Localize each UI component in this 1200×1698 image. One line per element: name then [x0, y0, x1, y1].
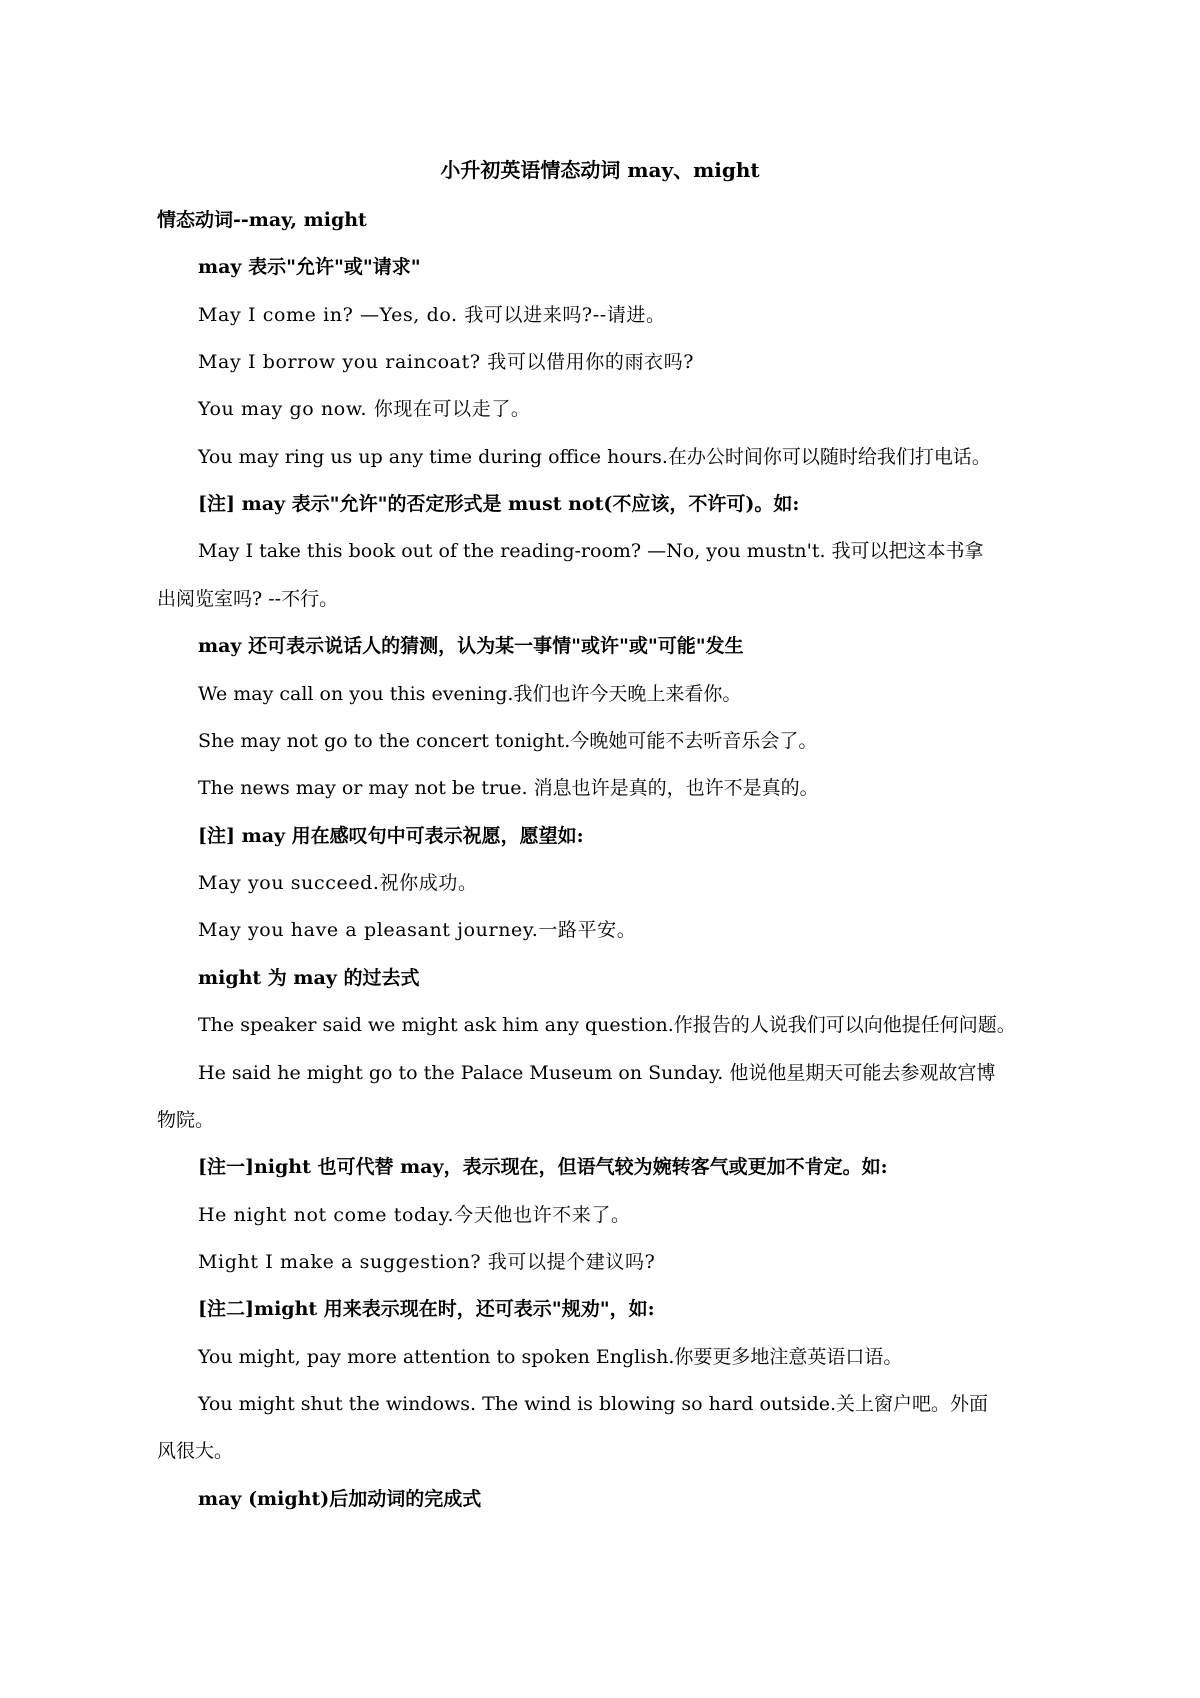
- note-line: [注] may 表示"允许"的否定形式是 must not(不应该，不许可)。如:: [198, 493, 800, 515]
- example-line-continuation: 风很大。: [157, 1440, 234, 1462]
- example-line: We may call on you this evening.我们也许今天晚上来看你。: [198, 683, 742, 705]
- example-line: He said he might go to the Palace Museum on Sunday. 他说他星期天可能去参观故宫博: [198, 1062, 996, 1084]
- example-line: May you have a pleasant journey.一路平安。: [198, 919, 637, 941]
- subheading-may-guess: may 还可表示说话人的猜测，认为某一事情"或许"或"可能"发生: [198, 635, 744, 657]
- example-line: She may not go to the concert tonight.今晚她可能不去听音乐会了。: [198, 730, 818, 752]
- example-line: May you succeed.祝你成功。: [198, 872, 478, 894]
- example-line: You may ring us up any time during office hours.在办公时间你可以随时给我们打电话。: [198, 446, 991, 468]
- example-line: May I take this book out of the reading-room? —No, you mustn't. 我可以把这本书拿: [198, 540, 984, 562]
- note-line: [注二]might 用来表示现在时，还可表示"规劝"，如:: [198, 1298, 655, 1320]
- example-line: You may go now. 你现在可以走了。: [198, 398, 531, 420]
- example-line: You might shut the windows. The wind is blowing so hard outside.关上窗户吧。外面: [198, 1393, 989, 1415]
- example-line: Might I make a suggestion? 我可以提个建议吗?: [198, 1251, 656, 1273]
- note-line: [注一]night 也可代替 may，表示现在，但语气较为婉转客气或更加不肯定。如:: [198, 1156, 888, 1178]
- example-line: May I come in? —Yes, do. 我可以进来吗?--请进。: [198, 304, 666, 326]
- example-line-continuation: 出阅览室吗? --不行。: [157, 588, 339, 610]
- subheading-perfect-form: may (might)后加动词的完成式: [198, 1488, 482, 1510]
- example-line: The news may or may not be true. 消息也许是真的，也许不是真的。: [198, 777, 819, 799]
- example-line: You might, pay more attention to spoken English.你要更多地注意英语口语。: [198, 1346, 903, 1368]
- example-line: The speaker said we might ask him any question.作报告的人说我们可以向他提任何问题。: [198, 1014, 1016, 1036]
- note-line: [注] may 用在感叹句中可表示祝愿，愿望如:: [198, 825, 584, 847]
- example-line: May I borrow you raincoat? 我可以借用你的雨衣吗?: [198, 351, 695, 373]
- section-heading: 情态动词--may, might: [157, 209, 367, 231]
- example-line-continuation: 物院。: [157, 1109, 215, 1131]
- document-title: 小升初英语情态动词 may、might: [440, 158, 760, 182]
- subheading-may-permission: may 表示"允许"或"请求": [198, 256, 421, 278]
- subheading-might-past: might 为 may 的过去式: [198, 967, 420, 989]
- example-line: He night not come today.今天他也许不来了。: [198, 1204, 631, 1226]
